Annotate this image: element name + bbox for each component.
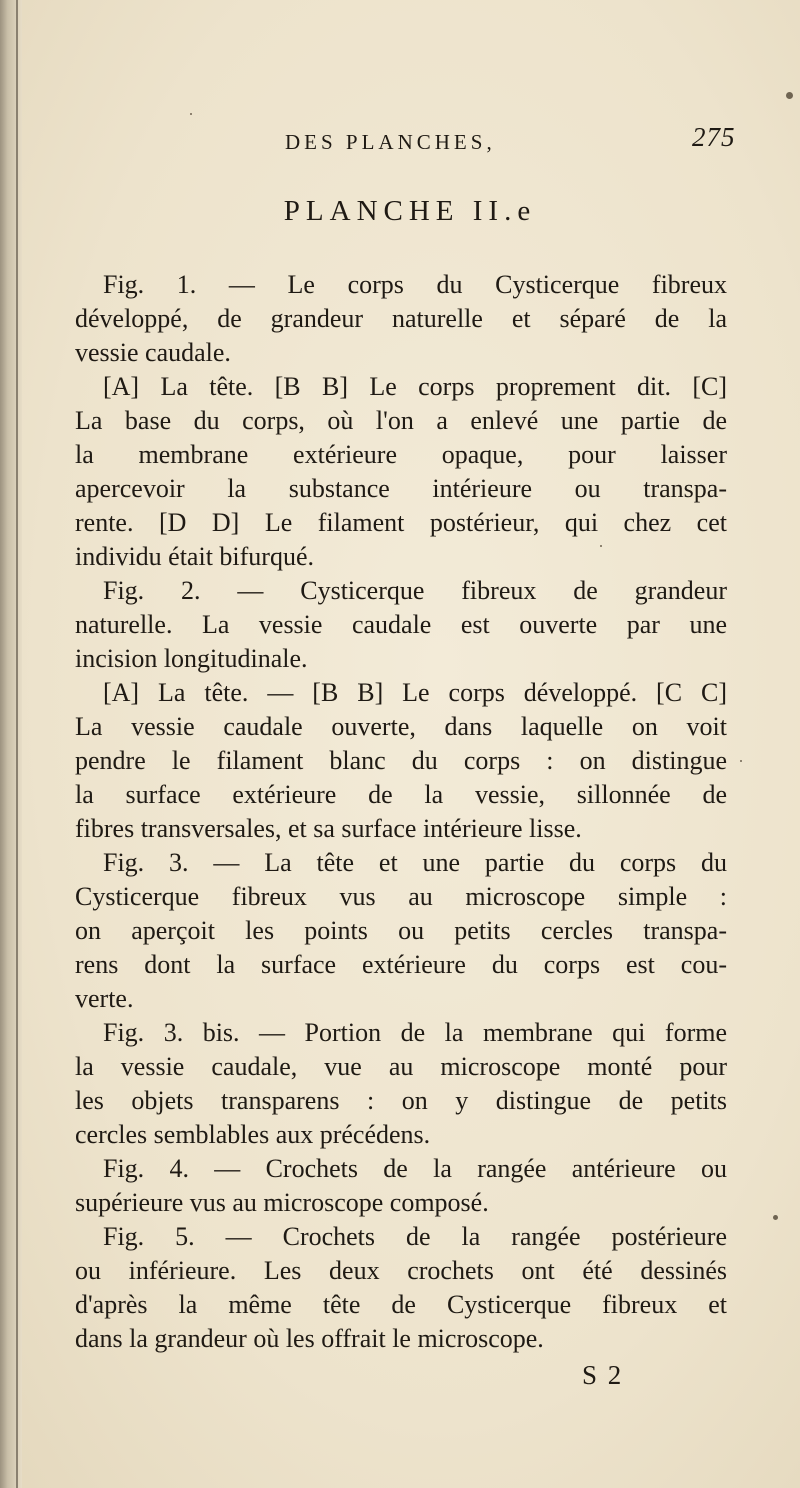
text-line: rens dont la surface extérieure du corps est cou- — [75, 950, 727, 979]
text-line: La base du corps, où l'on a enlevé une partie de — [75, 406, 727, 435]
text-line: incision longitudinale. — [75, 644, 308, 673]
text-line: les objets transparens : on y distingue de petits — [75, 1086, 727, 1115]
page-number: 275 — [692, 122, 736, 152]
running-head: DES PLANCHES, — [285, 130, 496, 154]
text-line: Fig. 3. — La tête et une partie du corps du — [103, 848, 727, 877]
text-line: Cysticerque fibreux vus au microscope simple : — [75, 882, 727, 911]
text-line: la membrane extérieure opaque, pour laisser — [75, 440, 727, 469]
text-line: fibres transversales, et sa surface intérieure lisse. — [75, 814, 582, 843]
signature-mark: S 2 — [582, 1360, 624, 1390]
text-line: naturelle. La vessie caudale est ouverte par une — [75, 610, 727, 639]
text-line: pendre le filament blanc du corps : on distingue — [75, 746, 727, 775]
text-line: Fig. 3. bis. — Portion de la membrane qui forme — [103, 1018, 727, 1047]
text-line: Fig. 1. — Le corps du Cysticerque fibreux — [103, 270, 727, 299]
text-line: dans la grandeur où les offrait le microscope. — [75, 1324, 544, 1353]
text-line: d'après la même tête de Cysticerque fibreux et — [75, 1290, 727, 1319]
text-line: La vessie caudale ouverte, dans laquelle on voit — [75, 712, 727, 741]
text-line: Fig. 2. — Cysticerque fibreux de grandeur — [103, 576, 727, 605]
text-line: [A] La tête. — [B B] Le corps développé. [C C] — [103, 678, 727, 707]
text-line: rente. [D D] Le filament postérieur, qui chez cet — [75, 508, 727, 537]
text-line: Fig. 4. — Crochets de la rangée antérieure ou — [103, 1154, 727, 1183]
text-line: cercles semblables aux précédens. — [75, 1120, 431, 1149]
text-line: développé, de grandeur naturelle et séparé de la — [75, 304, 727, 333]
text-line: individu était bifurqué. — [75, 542, 315, 571]
text-line: verte. — [75, 984, 134, 1013]
text-line: ou inférieure. Les deux crochets ont été dessinés — [75, 1256, 727, 1285]
text-line: [A] La tête. [B B] Le corps proprement dit. [C] — [103, 372, 727, 401]
text-line: supérieure vus au microscope composé. — [75, 1188, 489, 1217]
plate-title: PLANCHE II.e — [283, 195, 537, 227]
text-line: vessie caudale. — [75, 338, 231, 367]
text-line: la vessie caudale, vue au microscope monté pour — [75, 1052, 727, 1081]
plate-description-text — [75, 268, 727, 1356]
text-line: on aperçoit les points ou petits cercles transpa- — [75, 916, 727, 945]
text-line: la surface extérieure de la vessie, sillonnée de — [75, 780, 727, 809]
text-line: apercevoir la substance intérieure ou transpa- — [75, 474, 727, 503]
text-line: Fig. 5. — Crochets de la rangée postérieure — [103, 1222, 727, 1251]
